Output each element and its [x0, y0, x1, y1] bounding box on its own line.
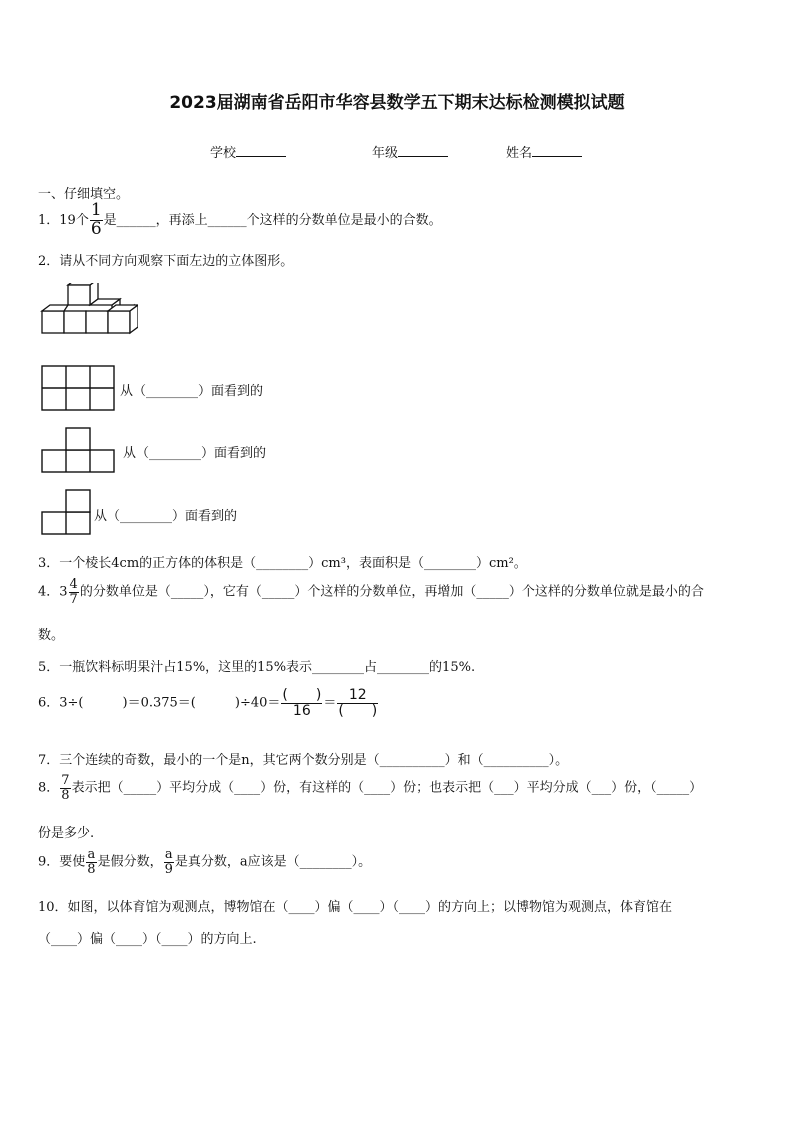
question-1: 1．19个 $\frac{1}{6}$ 是______，再添上______个这样的分数单位是最小的合数。 [38, 200, 442, 239]
grade-field[interactable] [372, 142, 448, 161]
name-field[interactable] [506, 142, 582, 161]
fraction-7-8: $\frac{7}{8}$ [61, 773, 70, 803]
question-2: 2．请从不同方向观察下面左边的立体图形。 [38, 254, 294, 269]
question-10-cont: （____）偏（____）（____）的方向上. [38, 932, 257, 947]
view-3-answer[interactable]: 从（________）面看到的 [94, 509, 238, 524]
fraction-a-8: $\frac{a}{8}$ [87, 847, 96, 877]
fraction-12-blank: $\frac{12}{( )}$ [338, 687, 378, 719]
name-label: 姓名 [506, 146, 533, 161]
question-4: 4．3 $\frac{4}{7}$ 的分数单位是（_____），它有（_____）个这样的分数单位，再增加（_____）个这样的分数单位就是最小的合 [38, 577, 704, 607]
fraction-blank-16: $\frac{( )}{16}$ [282, 687, 322, 719]
school-field[interactable] [210, 142, 286, 161]
question-6: 6．3÷( )＝0.375＝( )÷40＝ $\frac{( )}{16}$ ＝ $\frac{12}{( )}$ [38, 687, 378, 719]
school-blank[interactable] [236, 144, 286, 157]
page-title: 2023届湖南省岳阳市华容县数学五下期末达标检测模拟试题 [169, 93, 625, 113]
view-three-plus-top [41, 427, 115, 473]
name-blank[interactable] [532, 144, 582, 157]
question-8: 8． $\frac{7}{8}$ 表示把（_____）平均分成（____）份，有这样的（____）份；也表示把（___）平均分成（___）份，（_____） [38, 773, 703, 803]
question-3: 3．一个棱长4cm的正方体的体积是（________）cm³，表面积是（________）cm²。 [38, 556, 527, 571]
question-7: 7．三个连续的奇数，最小的一个是n，其它两个数分别是（__________）和（__________）。 [38, 753, 569, 768]
grade-label: 年级 [372, 146, 399, 161]
section-heading: 一、仔细填空。 [38, 187, 130, 202]
fraction-1-6: $\frac{1}{6}$ [90, 200, 102, 239]
question-5: 5．一瓶饮料标明果汁占15%，这里的15%表示________占________的15%. [38, 660, 476, 675]
view-1-answer[interactable]: 从（________）面看到的 [120, 384, 264, 399]
question-10: 10．如图，以体育馆为观测点，博物馆在（____）偏（____）（____）的方向上；以博物馆为观测点，体育馆在 [38, 900, 673, 915]
fraction-a-9: $\frac{a}{9}$ [164, 847, 173, 877]
view-2-answer[interactable]: 从（________）面看到的 [123, 446, 267, 461]
cube-3d-figure [38, 283, 138, 343]
view-grid-2x3 [41, 365, 115, 411]
view-two-plus-top [41, 489, 91, 535]
fraction-4-7: $\frac{4}{7}$ [69, 577, 78, 607]
question-8-cont: 份是多少. [38, 826, 95, 841]
school-label: 学校 [210, 146, 237, 161]
question-4-cont: 数。 [38, 628, 65, 643]
question-9: 9．要使 $\frac{a}{8}$ 是假分数， $\frac{a}{9}$ 是真分数，a应该是（________）。 [38, 847, 372, 877]
grade-blank[interactable] [398, 144, 448, 157]
